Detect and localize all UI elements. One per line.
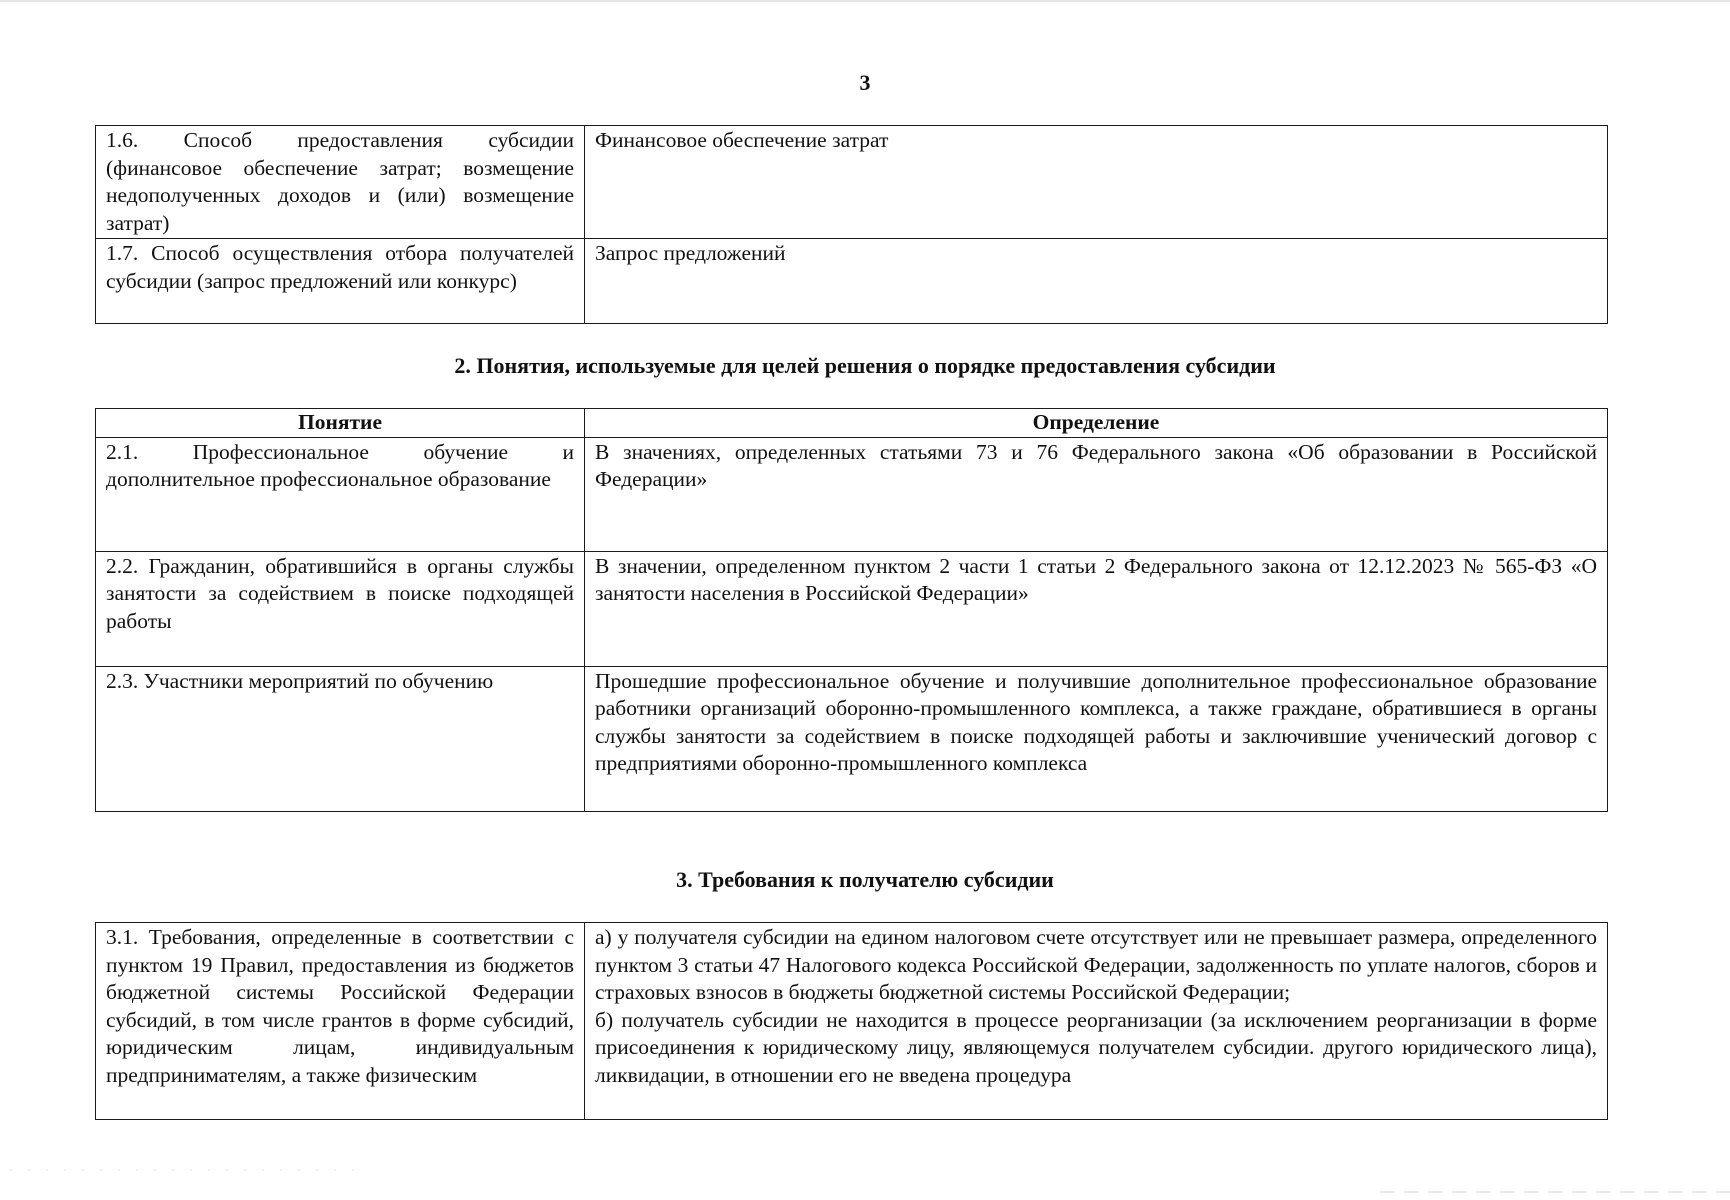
row-value: Финансовое обеспечение затрат xyxy=(585,126,1608,239)
section-heading: 3. Требования к получателю субсидии xyxy=(676,867,1054,892)
term-cell: 2.2. Гражданин, обратившийся в органы службы занятости за содействием в поиске подходящей работы xyxy=(96,551,585,666)
row-label: 1.7. Способ осуществления отбора получателей субсидии (запрос предложений или конкурс) xyxy=(96,239,585,324)
column-header-definition: Определение xyxy=(585,409,1608,438)
section-heading: 2. Понятия, используемые для целей решения о порядке предоставления субсидии xyxy=(454,353,1276,378)
table-row xyxy=(96,551,1608,666)
definitions-table xyxy=(95,408,1608,812)
row-label: 1.6. Способ предоставления субсидии (финансовое обеспечение затрат; возмещение недополученных доходов и (или) возмещение затрат) xyxy=(96,126,585,239)
requirement-items xyxy=(585,923,1608,1120)
requirements-table xyxy=(95,922,1608,1120)
table-row xyxy=(96,437,1608,551)
page-number: 3 xyxy=(859,70,871,95)
subsidy-method-table xyxy=(95,125,1608,324)
table-row xyxy=(96,923,1608,1120)
table-row xyxy=(96,126,1608,239)
definition-cell: В значениях, определенных статьями 73 и 76 Федерального закона «Об образовании в Российской Федерации» xyxy=(585,437,1608,551)
row-value: Запрос предложений xyxy=(585,239,1608,324)
table-row xyxy=(96,239,1608,324)
definition-cell: Прошедшие профессиональное обучение и получившие дополнительное профессиональное образование работники организаций оборонно-промышленного комплекса, а также граждане, обратившиеся в органы службы занятости за содействием в поиске подходящей работы и заключившие ученический договор с предприятиями оборонно-промышленного комплекса xyxy=(585,666,1608,811)
term-cell: 2.1. Профессиональное обучение и дополнительное профессиональное образование xyxy=(96,437,585,551)
requirement-item-b: б) получатель субсидии не находится в процессе реорганизации (за исключением реорганизации в форме присоединения к юридическому лицу, являющемуся получателем субсидии. другого юридического лица), ликвидации, в отношении его не введена процедура xyxy=(595,1007,1597,1087)
column-header-term: Понятие xyxy=(96,409,585,438)
requirement-label: 3.1. Требования, определенные в соответствии с пунктом 19 Правил, предоставления из бюджетов бюджетной системы Российской Федерации субсидий, в том числе грантов в форме субсидий, юридическим лицам, индивидуальным предпринимателям, а также физическим xyxy=(96,923,585,1120)
term-cell: 2.3. Участники мероприятий по обучению xyxy=(96,666,585,811)
table-header-row xyxy=(96,409,1608,438)
definition-cell: В значении, определенном пунктом 2 части 1 статьи 2 Федерального закона от 12.12.2023 № 565-ФЗ «О занятости населения в Российской Федерации» xyxy=(585,551,1608,666)
table-row xyxy=(96,666,1608,811)
requirement-item-a: а) у получателя субсидии на едином налоговом счете отсутствует или не превышает размера, определенного пунктом 3 статьи 47 Налогового кодекса Российской Федерации, задолженность по уплате налогов, сборов и страховых взносов в бюджеты бюджетной системы Российской Федерации; xyxy=(595,925,1597,1004)
